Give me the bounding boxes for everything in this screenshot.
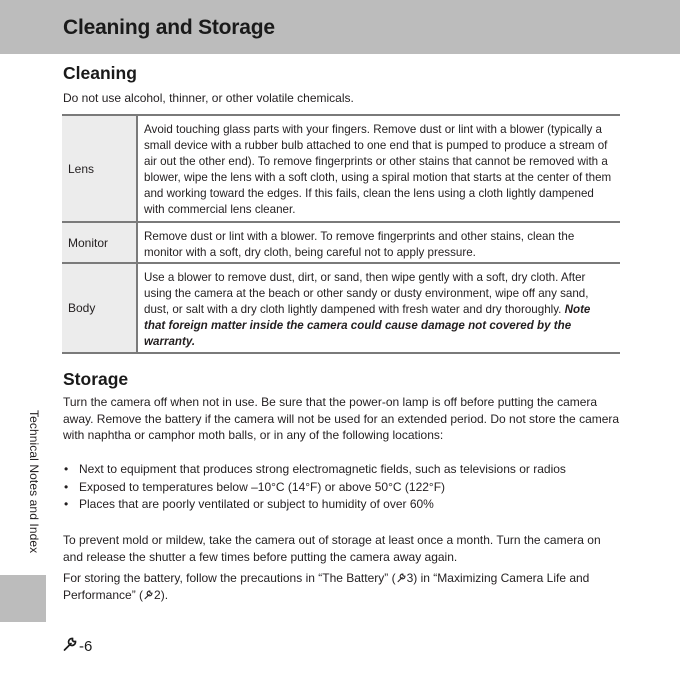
page-title: Cleaning and Storage — [63, 16, 275, 39]
wrench-icon — [143, 588, 154, 602]
page-number-value: -6 — [79, 637, 93, 655]
table-row — [62, 264, 620, 354]
performance-ref-page: 2 — [154, 587, 161, 602]
header-bar — [0, 0, 680, 54]
list-item: • Next to equipment that produces strong electromagnetic fields, such as televisions or radios — [63, 461, 623, 478]
side-tab-label: Technical Notes and Index — [27, 410, 41, 554]
table-row — [62, 116, 620, 223]
battery-note — [63, 570, 623, 603]
battery-note-suffix: ). — [160, 587, 169, 602]
storage-heading: Storage — [63, 369, 129, 389]
cleaning-intro: Do not use alcohol, thinner, or other volatile chemicals. — [63, 91, 354, 105]
list-item: • Places that are poorly ventilated or subject to humidity of over 60% — [63, 496, 623, 513]
table-row — [62, 223, 620, 264]
row-desc-lens: Avoid touching glass parts with your fingers. Remove dust or lint with a blower (typically a small device with a rubber bulb attached to one end that is pumped to produce a stream of air out the other end). To remove fingerprints or other stains that cannot be removed with a blower, wipe the lens with a soft cloth, using a spiral motion that starts at the center of them and working toward the edges. If this fails, clean the lens using a cloth lightly dampened with commercial lens cleaner. — [144, 123, 612, 216]
row-desc-monitor: Remove dust or lint with a blower. To remove fingerprints and other stains, clean the monitor with a soft, dry cloth, being careful not to apply pressure. — [144, 230, 575, 259]
warranty-note: Note that foreign matter inside the camera could cause damage not covered by the warranty. — [144, 303, 591, 348]
wrench-icon — [396, 571, 407, 585]
row-desc-body — [138, 264, 620, 352]
storage-paragraph-2: To prevent mold or mildew, take the camera out of storage at least once a month. Turn the camera on and release the shutter a few times before putting the camera away again. — [63, 533, 601, 564]
wrench-icon — [62, 636, 78, 656]
side-tab-marker — [0, 575, 46, 622]
battery-note-middle: ) in “Maximizing Camera Life and Performance” ( — [63, 571, 590, 602]
row-label-monitor: Monitor — [62, 223, 138, 262]
body-cleaning-text: Use a blower to remove dust, dirt, or sand, then wipe gently with a soft, dry cloth. After using the camera at the beach or other sandy or dusty environment, wipe off any sand, dust, or salt with a dry cloth lightly dampened with fresh water and dry thoroughly. — [144, 271, 589, 316]
cleaning-heading: Cleaning — [63, 63, 137, 83]
battery-note-prefix: For storing the battery, follow the precautions in “The Battery” ( — [63, 571, 396, 585]
cleaning-table — [62, 114, 620, 354]
list-item: • Exposed to temperatures below –10°C (14°F) or above 50°C (122°F) — [63, 479, 623, 496]
row-label-lens: Lens — [62, 116, 138, 221]
battery-ref-page: 3 — [406, 571, 414, 585]
page-number — [62, 636, 92, 656]
storage-intro: Turn the camera off when not in use. Be sure that the power-on lamp is off before putting the camera away. Remove the battery if the camera will not be used for an extended period. Do not store the camera with naphtha or camphor moth balls, or in any of the following locations: — [63, 395, 620, 442]
storage-bullet-list — [63, 461, 623, 514]
row-label-body: Body — [62, 264, 138, 352]
